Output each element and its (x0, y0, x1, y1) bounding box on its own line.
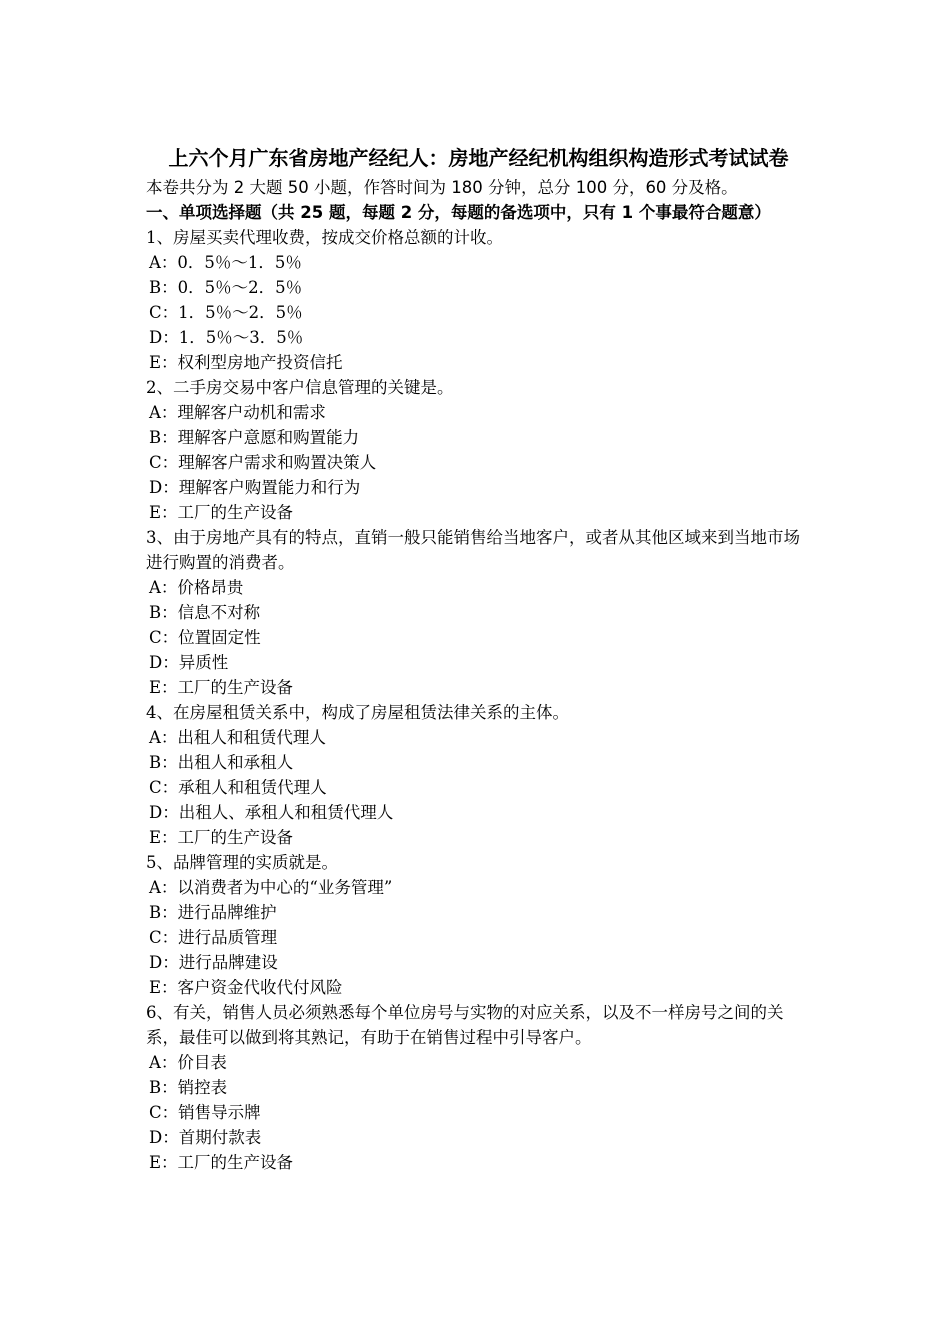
question-stem: 4、在房屋租赁关系中，构成了房屋租赁法律关系的主体。 (146, 703, 569, 722)
answer-option: A：0．5％～1．5％ (149, 253, 302, 272)
question-block (146, 375, 811, 525)
answer-option: D：首期付款表 (149, 1128, 262, 1147)
question-stem: 2、二手房交易中客户信息管理的关键是。 (146, 378, 454, 397)
answer-option: A：出租人和租赁代理人 (149, 728, 326, 747)
answer-option: E：客户资金代收代付风险 (149, 978, 343, 997)
answer-option: D：出租人、承租人和租赁代理人 (149, 803, 394, 822)
answer-option: C：进行品质管理 (149, 928, 278, 947)
answer-option: A：价格昂贵 (149, 578, 244, 597)
answer-option: D：异质性 (149, 653, 229, 672)
answer-option: E：工厂的生产设备 (149, 678, 294, 697)
document-title: 上六个月广东省房地产经纪人：房地产经纪机构组织构造形式考试试卷 (168, 146, 789, 170)
answer-option: B：0．5％～2．5％ (149, 278, 303, 297)
answer-option: B：理解客户意愿和购置能力 (149, 428, 360, 447)
question-block (146, 850, 811, 1000)
answer-option: E：工厂的生产设备 (149, 828, 294, 847)
question-block (146, 225, 811, 375)
answer-option: A：以消费者为中心的“业务管理” (149, 878, 393, 897)
question-stem: 1、房屋买卖代理收费，按成交价格总额的计收。 (146, 228, 503, 247)
question-stem: 3、由于房地产具有的特点，直销一般只能销售给当地客户，或者从其他区域来到当地市场进行购置的消费者。 (146, 528, 800, 572)
question-stem: 6、有关，销售人员必须熟悉每个单位房号与实物的对应关系，以及不一样房号之间的关系，最佳可以做到将其熟记，有助于在销售过程中引导客户。 (146, 1003, 784, 1047)
answer-option: E：工厂的生产设备 (149, 503, 294, 522)
answer-option: C：承租人和租赁代理人 (149, 778, 327, 797)
question-block (146, 525, 811, 700)
answer-option: E：权利型房地产投资信托 (149, 353, 343, 372)
answer-option: B：出租人和承租人 (149, 753, 294, 772)
answer-option: D：进行品牌建设 (149, 953, 278, 972)
answer-option: E：工厂的生产设备 (149, 1153, 294, 1172)
answer-option: C：1．5％～2．5％ (149, 303, 303, 322)
question-list (146, 225, 811, 1175)
answer-option: A：理解客户动机和需求 (149, 403, 326, 422)
answer-option: D：理解客户购置能力和行为 (149, 478, 361, 497)
answer-option: A：价目表 (149, 1053, 227, 1072)
answer-option: D：1．5％～3．5％ (149, 328, 304, 347)
answer-option: C：理解客户需求和购置决策人 (149, 453, 377, 472)
question-block (146, 1000, 811, 1175)
answer-option: C：位置固定性 (149, 628, 261, 647)
answer-option: B：进行品牌维护 (149, 903, 277, 922)
section-heading: 一、单项选择题（共 25 题，每题 2 分，每题的备选项中，只有 1 个事最符合题意） (146, 203, 771, 222)
answer-option: C：销售导示牌 (149, 1103, 261, 1122)
answer-option: B：信息不对称 (149, 603, 261, 622)
exam-intro: 本卷共分为 2 大题 50 小题，作答时间为 180 分钟，总分 100 分，60 分及格。 (146, 178, 738, 197)
document-page (146, 146, 811, 1175)
question-block (146, 700, 811, 850)
answer-option: B：销控表 (149, 1078, 228, 1097)
question-stem: 5、品牌管理的实质就是。 (146, 853, 338, 872)
